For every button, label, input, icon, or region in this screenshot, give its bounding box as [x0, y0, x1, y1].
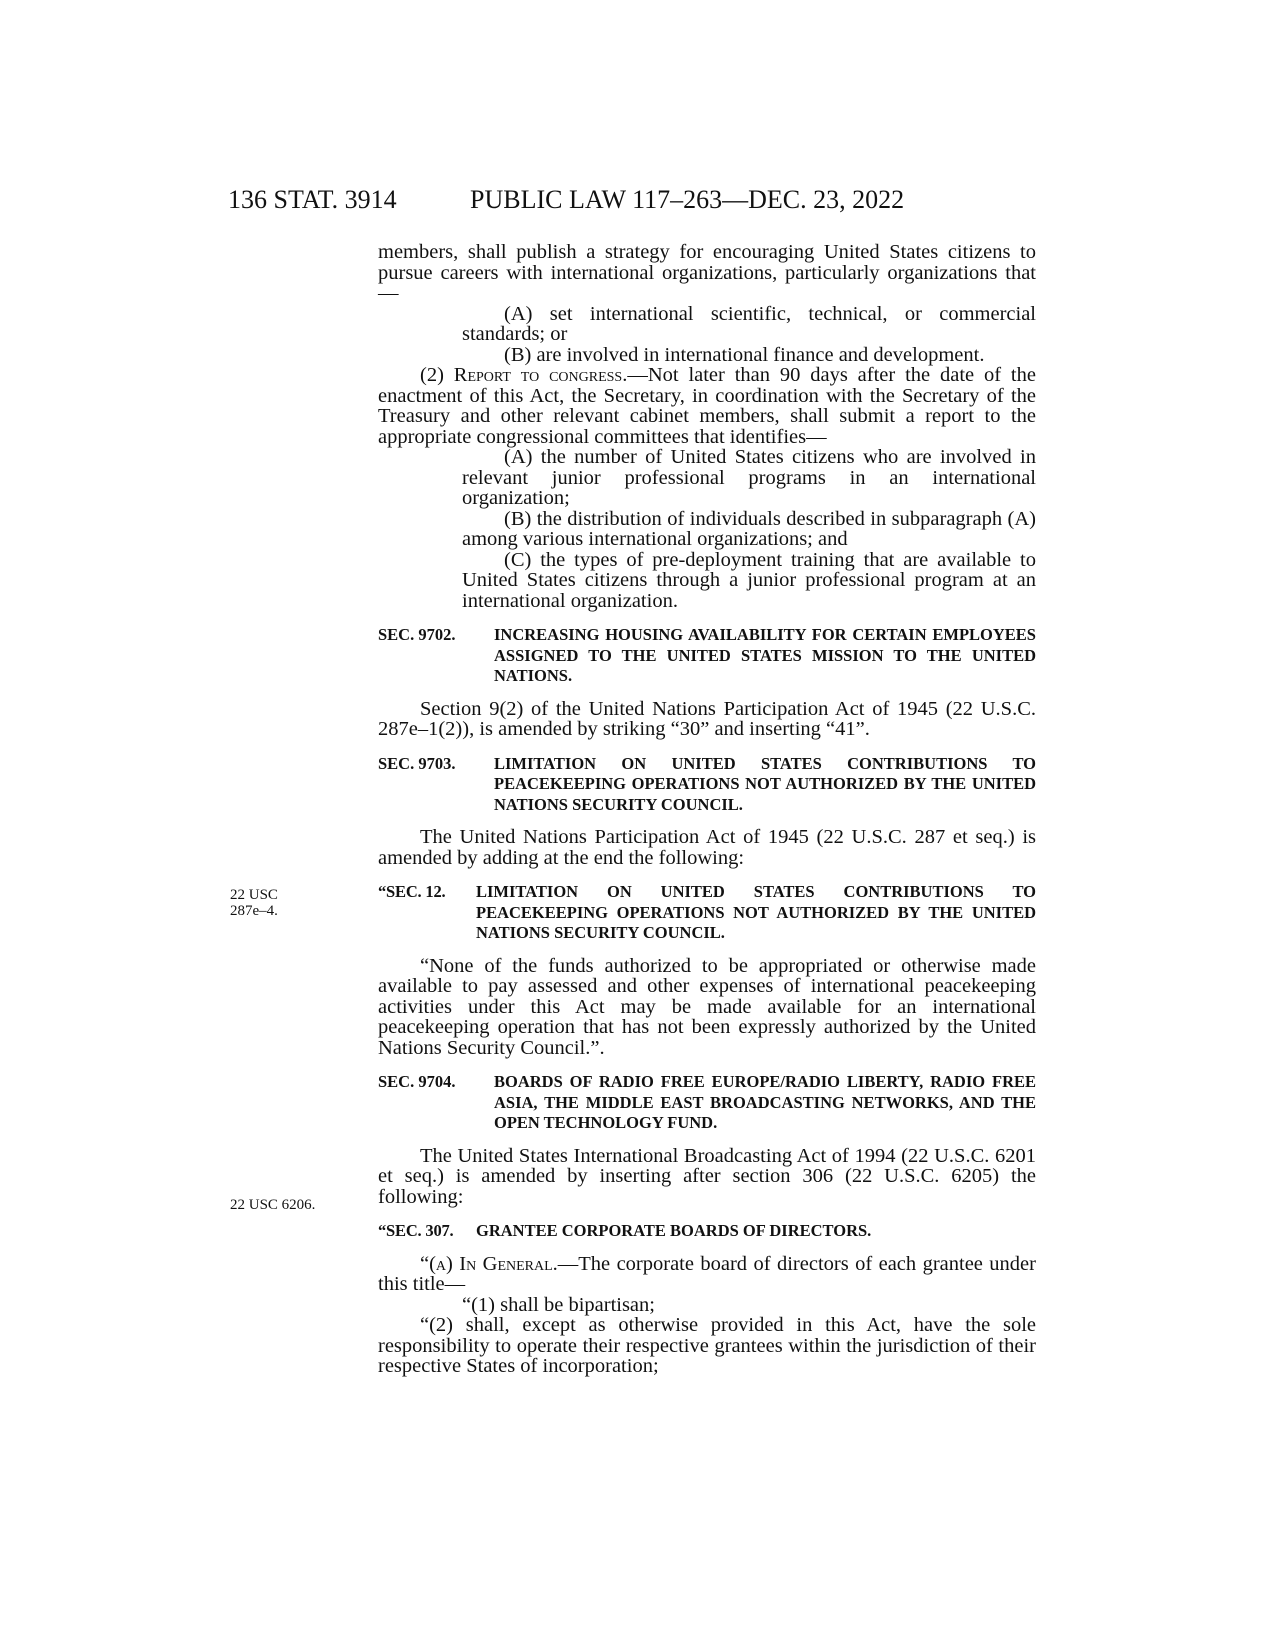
section-text: Section 9(2) of the United Nations Participation Act of 1945 (22 U.S.C. 287e–1(2)), is amended by striking “30” and inserting “41”. — [378, 697, 1036, 740]
section-title: BOARDS OF RADIO FREE EUROPE/RADIO LIBERTY, RADIO FREE ASIA, THE MIDDLE EAST BROADCASTING NETWORKS, AND THE OPEN TECHNOLOGY FUND. — [494, 1072, 1036, 1132]
paragraph — [378, 365, 1036, 447]
margin-note-usc-6206: 22 USC 6206. — [230, 1197, 316, 1213]
section-number: SEC. 9703. — [378, 753, 456, 773]
subparagraph: (B) the distribution of individuals described in subparagraph (A) among various international organizations; and — [462, 507, 1036, 550]
paragraph: “(1) shall be bipartisan; — [462, 1293, 655, 1316]
body-text — [378, 242, 1036, 1377]
quoted-section-heading — [378, 882, 1036, 944]
section-heading — [378, 625, 1036, 687]
margin-note-usc-287e-4: 22 USC 287e–4. — [230, 887, 278, 919]
section-text: The United States International Broadcasting Act of 1994 (22 U.S.C. 6201 et seq.) is amended by inserting after section 306 (22 U.S.C. 6205) the following: — [378, 1144, 1036, 1208]
subparagraph: (B) are involved in international finance and development. — [504, 343, 985, 366]
section-text: The United Nations Participation Act of 1945 (22 U.S.C. 287 et seq.) is amended by adding at the end the following: — [378, 826, 1036, 869]
subparagraph: (C) the types of pre-deployment training that are available to United States citizens through a junior professional program at an international organization. — [462, 548, 1036, 612]
section-number: SEC. 9702. — [378, 625, 456, 644]
paragraph: members, shall publish a strategy for encouraging United States citizens to pursue careers with international organizations, particularly organizations that— — [378, 241, 1036, 304]
statute-page-number: 136 STAT. 3914 — [228, 185, 397, 214]
subsection — [378, 1254, 1036, 1295]
section-heading — [378, 1072, 1036, 1134]
section-number: SEC. 9704. — [378, 1072, 456, 1091]
section-title: LIMITATION ON UNITED STATES CONTRIBUTIONS TO PEACEKEEPING OPERATIONS NOT AUTHORIZED BY THE UNITED NATIONS SECURITY COUNCIL. — [476, 882, 1036, 942]
section-number: “SEC. 12. — [378, 882, 446, 901]
section-title: LIMITATION ON UNITED STATES CONTRIBUTIONS TO PEACEKEEPING OPERATIONS NOT AUTHORIZED BY THE UNITED NATIONS SECURITY COUNCIL. — [494, 753, 1036, 814]
paragraph: “(2) shall, except as otherwise provided in this Act, have the sole responsibility to operate their respective grantees within the jurisdiction of their respective States of incorporation; — [378, 1314, 1036, 1377]
paragraph-heading: (2) Report to congress. — [420, 364, 628, 386]
subsection-heading: “(a) In General. — [420, 1252, 558, 1275]
section-title: INCREASING HOUSING AVAILABILITY FOR CERTAIN EMPLOYEES ASSIGNED TO THE UNITED STATES MISSION TO THE UNITED NATIONS. — [494, 625, 1036, 685]
section-heading — [378, 754, 1036, 816]
running-header: PUBLIC LAW 117–263—DEC. 23, 2022 — [470, 185, 905, 214]
section-title: GRANTEE CORPORATE BOARDS OF DIRECTORS. — [476, 1221, 872, 1240]
paragraph-text: —Not later than 90 days after the date of the enactment of this Act, the Secretary, in coordination with the Secretary of the Treasury and other relevant cabinet members, shall submit a report to the appropriate congressional committees that identifies— — [378, 364, 1036, 448]
subsection-text: —The corporate board of directors of each grantee under this title— — [378, 1252, 1036, 1295]
subparagraph: (A) set international scientific, technical, or commercial standards; or — [462, 302, 1036, 345]
subparagraph: (A) the number of United States citizens who are involved in relevant junior professional programs in an international organization; — [462, 446, 1036, 509]
section-number: “SEC. 307. — [378, 1221, 454, 1240]
section-text: “None of the funds authorized to be appropriated or otherwise made available to pay assessed and other expenses of international peacekeeping activities under this Act may be made available for an international peacekeeping operation that has not been expressly authorized by the United Nations Security Council.”. — [378, 954, 1036, 1059]
quoted-section-heading — [378, 1221, 1036, 1242]
